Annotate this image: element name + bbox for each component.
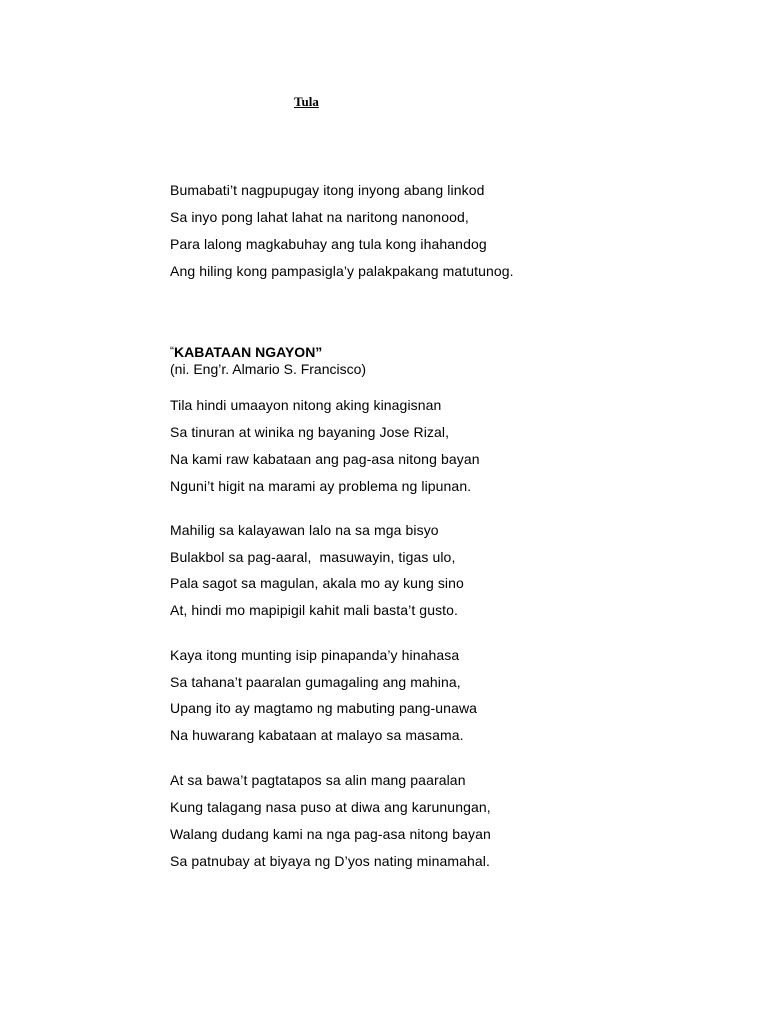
poem-title-open-quote: “ — [170, 344, 174, 358]
poem-line: Nguni’t higit na marami ay problema ng lipunan. — [170, 478, 472, 494]
poem-line: Upang ito ay magtamo ng mabuting pang-unawa — [170, 700, 478, 716]
poem-line: Pala sagot sa magulan, akala mo ay kung sino — [170, 575, 464, 591]
poem-line: Mahilig sa kalayawan lalo na sa mga bisyo — [170, 522, 439, 538]
poem-line: At, hindi mo mapipigil kahit mali basta’t gusto. — [170, 602, 459, 618]
poem-line: Sa tahana’t paaralan gumagaling ang mahina, — [170, 674, 461, 690]
poem-line: Walang dudang kami na nga pag-asa nitong bayan — [170, 826, 491, 842]
poem-line: Na kami raw kabataan ang pag-asa nitong bayan — [170, 451, 480, 467]
intro-line-2: Sa inyo pong lahat lahat na naritong nanonood, — [170, 209, 469, 225]
poem-line: Bulakbol sa pag-aaral, masuwayin, tigas ulo, — [170, 549, 456, 565]
poem-line: Kaya itong munting isip pinapanda’y hinahasa — [170, 647, 460, 663]
poem-line: Sa patnubay at biyaya ng D’yos nating minamahal. — [170, 853, 490, 869]
page-title: Tula — [294, 94, 319, 109]
intro-line-1: Bumabati’t nagpupugay itong inyong abang linkod — [170, 182, 485, 198]
intro-line-3: Para lalong magkabuhay ang tula kong ihahandog — [170, 236, 487, 252]
poem-title — [170, 342, 322, 361]
poem-line: Na huwarang kabataan at malayo sa masama. — [170, 727, 464, 743]
poem-author: (ni. Eng’r. Almario S. Francisco) — [170, 361, 367, 377]
poem-title-text: KABATAAN NGAYON” — [174, 344, 323, 360]
poem-line: Tila hindi umaayon nitong aking kinagisnan — [170, 397, 442, 413]
poem-line: Sa tinuran at winika ng bayaning Jose Rizal, — [170, 424, 450, 440]
poem-line: At sa bawa’t pagtatapos sa alin mang paaralan — [170, 772, 466, 788]
intro-line-4: Ang hiling kong pampasigla’y palakpakang matutunog. — [170, 263, 514, 279]
poem-line: Kung talagang nasa puso at diwa ang karunungan, — [170, 799, 491, 815]
